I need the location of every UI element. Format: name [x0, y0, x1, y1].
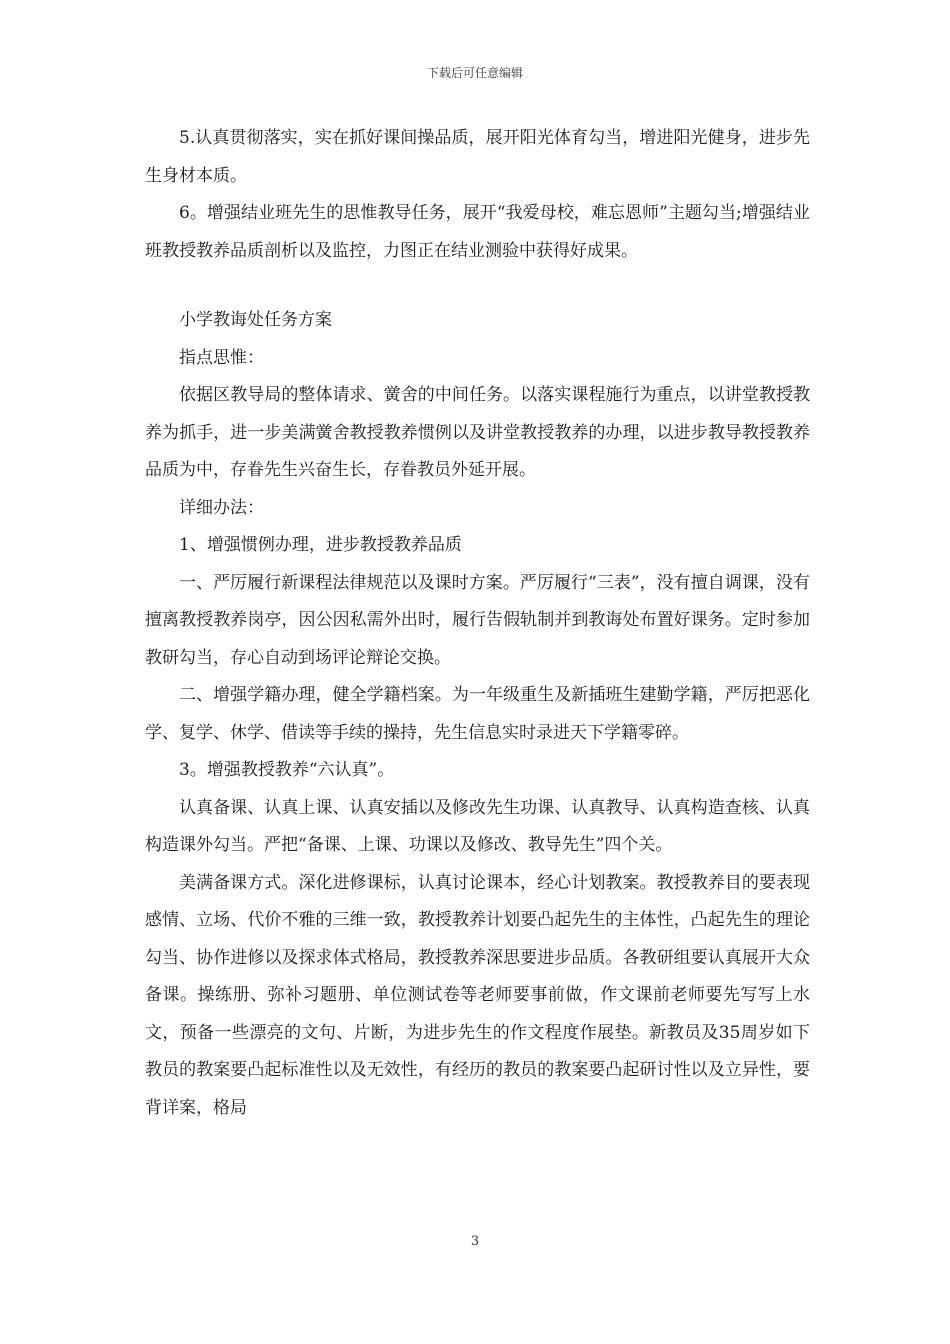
- paragraph: 5.认真贯彻落实，实在抓好课间操品质，展开阳光体育勾当，增进阳光健身，进步先生身材本质。: [145, 128, 810, 186]
- paragraph: 1、增强惯例办理，进步教授教养品质: [179, 535, 462, 555]
- subheading: 指点思惟：: [179, 347, 264, 368]
- paragraph: 3。增强教授教养“六认真”。: [179, 760, 395, 780]
- paragraph: 依据区教导局的整体请求、黉舍的中间任务。以落实课程施行为重点，以讲堂教授教养为抓手，进一步美满黉舍教授教养惯例以及讲堂教授教养的办理，以进步教导教授教养品质为中，存眷先生兴奋生长，存眷教员外延开展。: [145, 385, 810, 480]
- section-title: 小学教诲处任务方案: [179, 310, 332, 330]
- subheading: 详细办法：: [179, 497, 264, 518]
- page-number: 3: [470, 1234, 480, 1249]
- paragraph: 美满备课方式。深化进修课标，认真讨论课本，经心计划教案。教授教养目的要表现感情、立场、代价不雅的三维一致，教授教养计划要凸起先生的主体性，凸起先生的理论勾当、协作进修以及探求体式格局，教授教养深思要进步品质。各教研组要认真展开大众备课。操练册、弥补习题册、单位测试卷等老师要事前做，作文课前老师要先写写上水文，预备一些漂亮的文句、片断，为进步先生的作文程度作展垫。新教员及35周岁如下教员的教案要凸起标准性以及无效性，有经历的教员的教案要凸起研讨性以及立异性，要背详案，格局: [145, 872, 810, 1118]
- paragraph: 一、严厉履行新课程法律规范以及课时方案。严厉履行“三表”，没有擅自调课，没有擅离教授教养岗亭，因公因私需外出时，履行告假轨制并到教诲处布置好课务。定时参加教研勾当，存心自动到场评论辩论交换。: [145, 572, 810, 668]
- paragraph: 二、增强学籍办理，健全学籍档案。为一年级重生及新插班生建勤学籍，严厉把恶化学、复学、休学、借读等手续的操持，先生信息实时录进天下学籍零碎。: [145, 685, 810, 743]
- paragraph: 6。增强结业班先生的思惟教导任务，展开“我爱母校，难忘恩师”主题勾当;增强结业班教授教养品质剖析以及监控，力图正在结业测验中获得好成果。: [145, 203, 810, 261]
- document-body: [145, 120, 810, 1127]
- paragraph: 认真备课、认真上课、认真安插以及修改先生功课、认真教导、认真构造查核、认真构造课外勾当。严把“备课、上课、功课以及修改、教导先生”四个关。: [145, 797, 810, 855]
- section-gap: [145, 270, 810, 302]
- page-header: 下载后可任意编辑: [426, 66, 523, 80]
